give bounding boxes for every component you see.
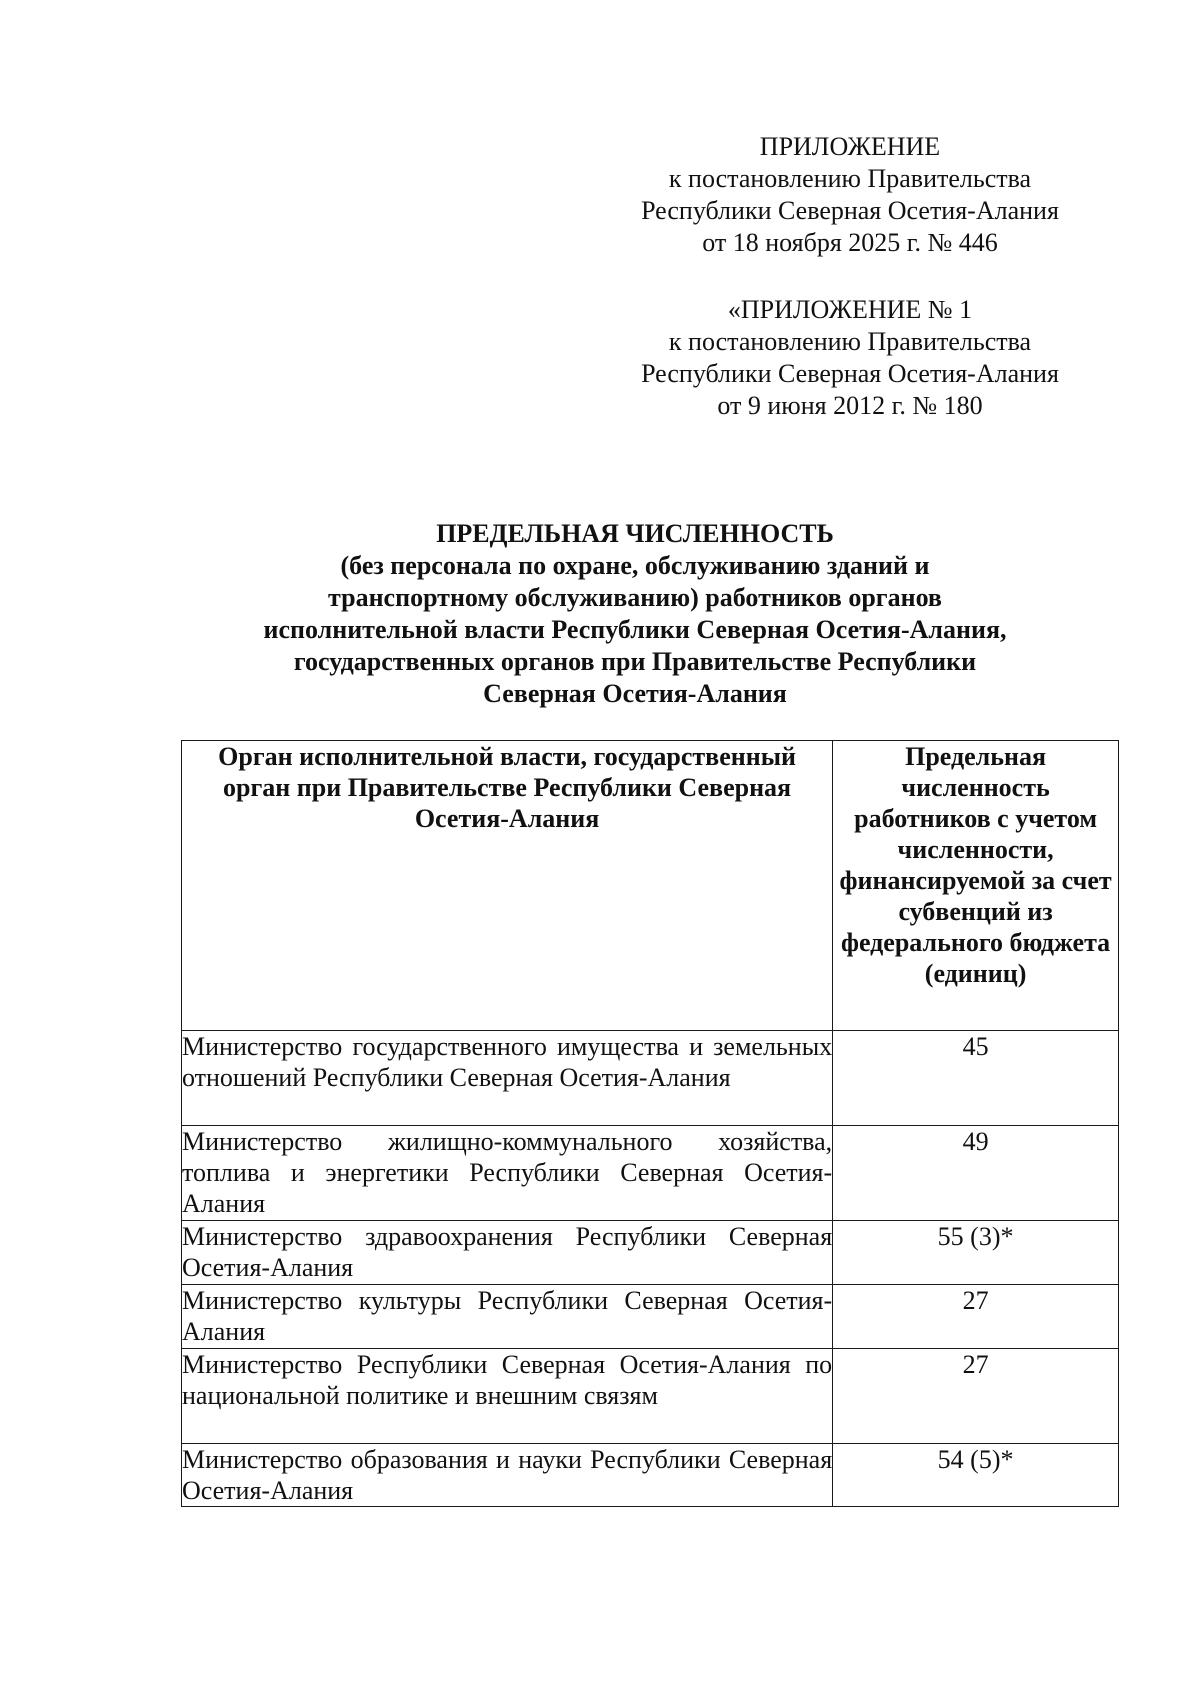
table-row [182, 1285, 1119, 1349]
table-row [182, 1349, 1119, 1444]
appendix-line: Республики Северная Осетия-Алания [641, 196, 1059, 225]
document-title [180, 518, 1090, 710]
organ-cell: Министерство жилищно-коммунального хозяйства, топлива и энергетики Республики Северная Осетия-Алания [182, 1126, 833, 1221]
table-row [182, 1031, 1119, 1126]
appendix-1-line: от 9 июня 2012 г. № 180 [717, 391, 983, 420]
appendix-header [610, 131, 1090, 259]
title-line: транспортному обслуживанию) работников органов [328, 583, 942, 612]
organ-cell: Министерство государственного имущества и земельных отношений Республики Северная Осетия-Алания [182, 1031, 833, 1126]
header-count: Предельная численность работников с учетом численности, финансируемой за счет субвенций из федерального бюджета (единиц) [833, 741, 1119, 1031]
appendix-1-header [610, 294, 1090, 422]
appendix-line: от 18 ноября 2025 г. № 446 [702, 228, 998, 257]
headcount-table [181, 740, 1119, 1507]
organ-cell: Министерство Республики Северная Осетия-Алания по национальной политике и внешним связям [182, 1349, 833, 1444]
count-cell: 45 [833, 1031, 1119, 1126]
appendix-1-line: к постановлению Правительства [668, 327, 1032, 356]
table-row [182, 1126, 1119, 1221]
appendix-line: к постановлению Правительства [668, 164, 1032, 193]
organ-cell: Министерство здравоохранения Республики Северная Осетия-Алания [182, 1221, 833, 1285]
header-organ: Орган исполнительной власти, государственный орган при Правительстве Республики Северная Осетия-Алания [182, 741, 833, 1031]
table-row [182, 1221, 1119, 1285]
title-line: исполнительной власти Республики Северная Осетия-Алания, [263, 615, 1007, 644]
title-line: (без персонала по охране, обслуживанию зданий и [340, 551, 930, 580]
table-header-row [182, 741, 1119, 1031]
count-cell: 27 [833, 1285, 1119, 1349]
appendix-line: ПРИЛОЖЕНИЕ [759, 132, 941, 161]
title-line: государственных органов при Правительстве Республики [293, 647, 977, 676]
count-cell: 27 [833, 1349, 1119, 1444]
appendix-1-line: «ПРИЛОЖЕНИЕ № 1 [727, 295, 973, 324]
count-cell: 49 [833, 1126, 1119, 1221]
title-line: Северная Осетия-Алания [483, 679, 787, 708]
title-line: ПРЕДЕЛЬНАЯ ЧИСЛЕННОСТЬ [436, 519, 834, 548]
table-row [182, 1444, 1119, 1507]
organ-cell: Министерство образования и науки Республики Северная Осетия-Алания [182, 1445, 833, 1505]
count-cell: 54 (5)* [833, 1444, 1119, 1507]
count-cell: 55 (3)* [833, 1221, 1119, 1285]
appendix-1-line: Республики Северная Осетия-Алания [641, 359, 1059, 388]
organ-cell: Министерство культуры Республики Северная Осетия-Алания [182, 1285, 833, 1349]
